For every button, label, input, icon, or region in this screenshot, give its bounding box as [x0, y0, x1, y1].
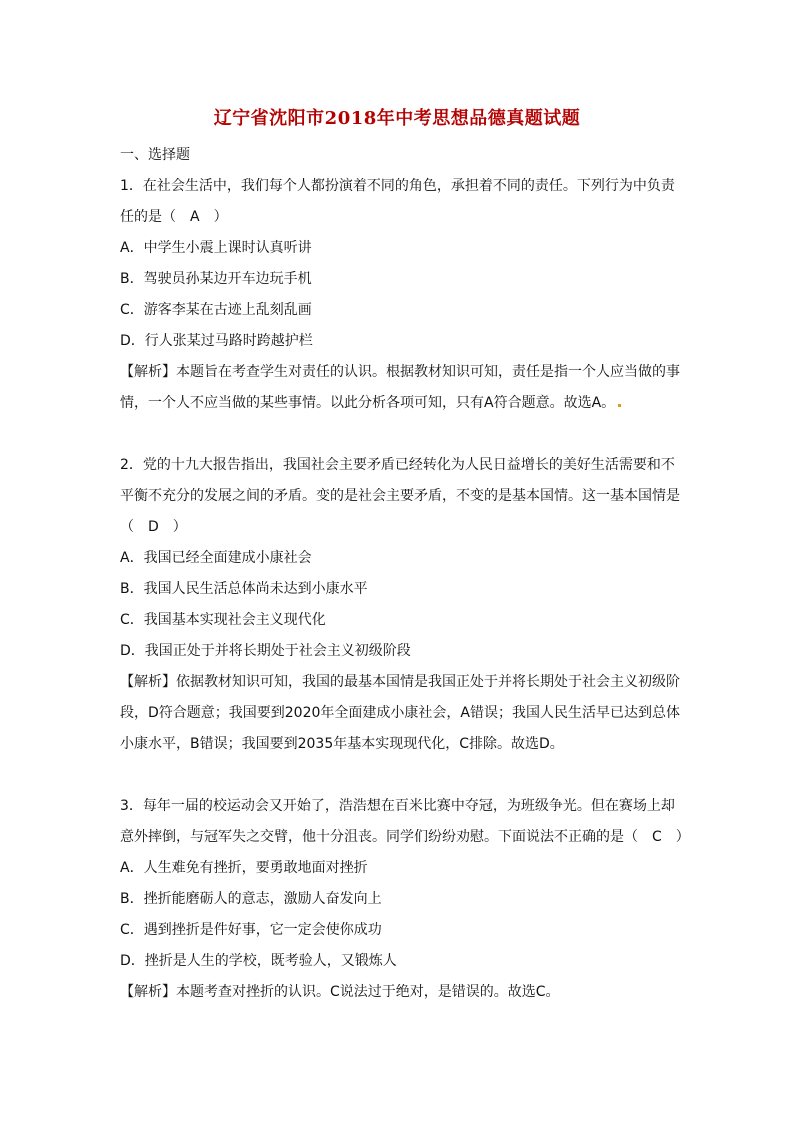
question-3-option-a: A．人生难免有挫折，要勇敢地面对挫折 [120, 860, 368, 876]
question-1-option-c: C．游客李某在古迹上乱刻乱画 [120, 302, 312, 318]
question-1-option-b: B．驾驶员孙某边开车边玩手机 [120, 271, 312, 287]
question-2-option-a: A．我国已经全面建成小康社会 [120, 550, 312, 566]
question-2-stem-line-1: 2．党的十九大报告指出，我国社会主要矛盾已经转化为人民日益增长的美好生活需要和不 [120, 457, 675, 473]
question-3-stem-line-1: 3．每年一届的校运动会又开始了，浩浩想在百米比赛中夺冠，为班级争光。但在赛场上却 [120, 798, 675, 814]
question-1-option-d: D．行人张某过马路时跨越护栏 [120, 333, 313, 349]
analysis-text: 情，一个人不应当做的某些事情。以此分析各项可知，只有A符合题意。故选A。 [120, 395, 616, 411]
question-2-option-d: D．我国正处于并将长期处于社会主义初级阶段 [120, 643, 411, 659]
question-2-analysis-line-3: 小康水平，B错误；我国要到2035年基本实现现代化，C排除。故选D。 [120, 736, 564, 752]
question-2-stem-line-3: （ D ） [120, 519, 187, 535]
decorative-dot [618, 404, 621, 407]
section-heading: 一、选择题 [120, 147, 190, 163]
question-2-option-c: C．我国基本实现社会主义现代化 [120, 612, 326, 628]
question-3-option-c: C．遇到挫折是件好事，它一定会使你成功 [120, 922, 382, 938]
question-2-option-b: B．我国人民生活总体尚未达到小康水平 [120, 581, 368, 597]
question-1-stem-line-2: 任的是（ A ） [120, 209, 228, 225]
question-1-analysis-line-2 [120, 394, 680, 412]
question-2-analysis-line-1: 【解析】依据教材知识可知，我国的最基本国情是我国正处于并将长期处于社会主义初级阶 [120, 674, 680, 690]
question-2-stem-line-2: 平衡不充分的发展之间的矛盾。变的是社会主要矛盾，不变的是基本国情。这一基本国情是 [120, 488, 680, 504]
question-2-analysis-line-2: 段，D符合题意；我国要到2020年全面建成小康社会，A错误；我国人民生活早已达到总体 [120, 705, 680, 721]
question-1-stem-line-1: 1．在社会生活中，我们每个人都扮演着不同的角色，承担着不同的责任。下列行为中负责 [120, 178, 675, 194]
question-3-analysis-line-1: 【解析】本题考查对挫折的认识。C说法过于绝对，是错误的。故选C。 [120, 984, 560, 1000]
question-3-option-d: D．挫折是人生的学校，既考验人，又锻炼人 [120, 953, 397, 969]
question-3-stem-line-2: 意外摔倒，与冠军失之交臂，他十分沮丧。同学们纷纷劝慰。下面说法不正确的是（ C ） [120, 829, 690, 845]
question-1-option-a: A．中学生小震上课时认真听讲 [120, 240, 312, 256]
question-1-analysis-line-1: 【解析】本题旨在考查学生对责任的认识。根据教材知识可知，责任是指一个人应当做的事 [120, 364, 680, 380]
question-3-option-b: B．挫折能磨砺人的意志，激励人奋发向上 [120, 891, 382, 907]
document-title: 辽宁省沈阳市2018年中考思想品德真题试题 [213, 108, 581, 129]
